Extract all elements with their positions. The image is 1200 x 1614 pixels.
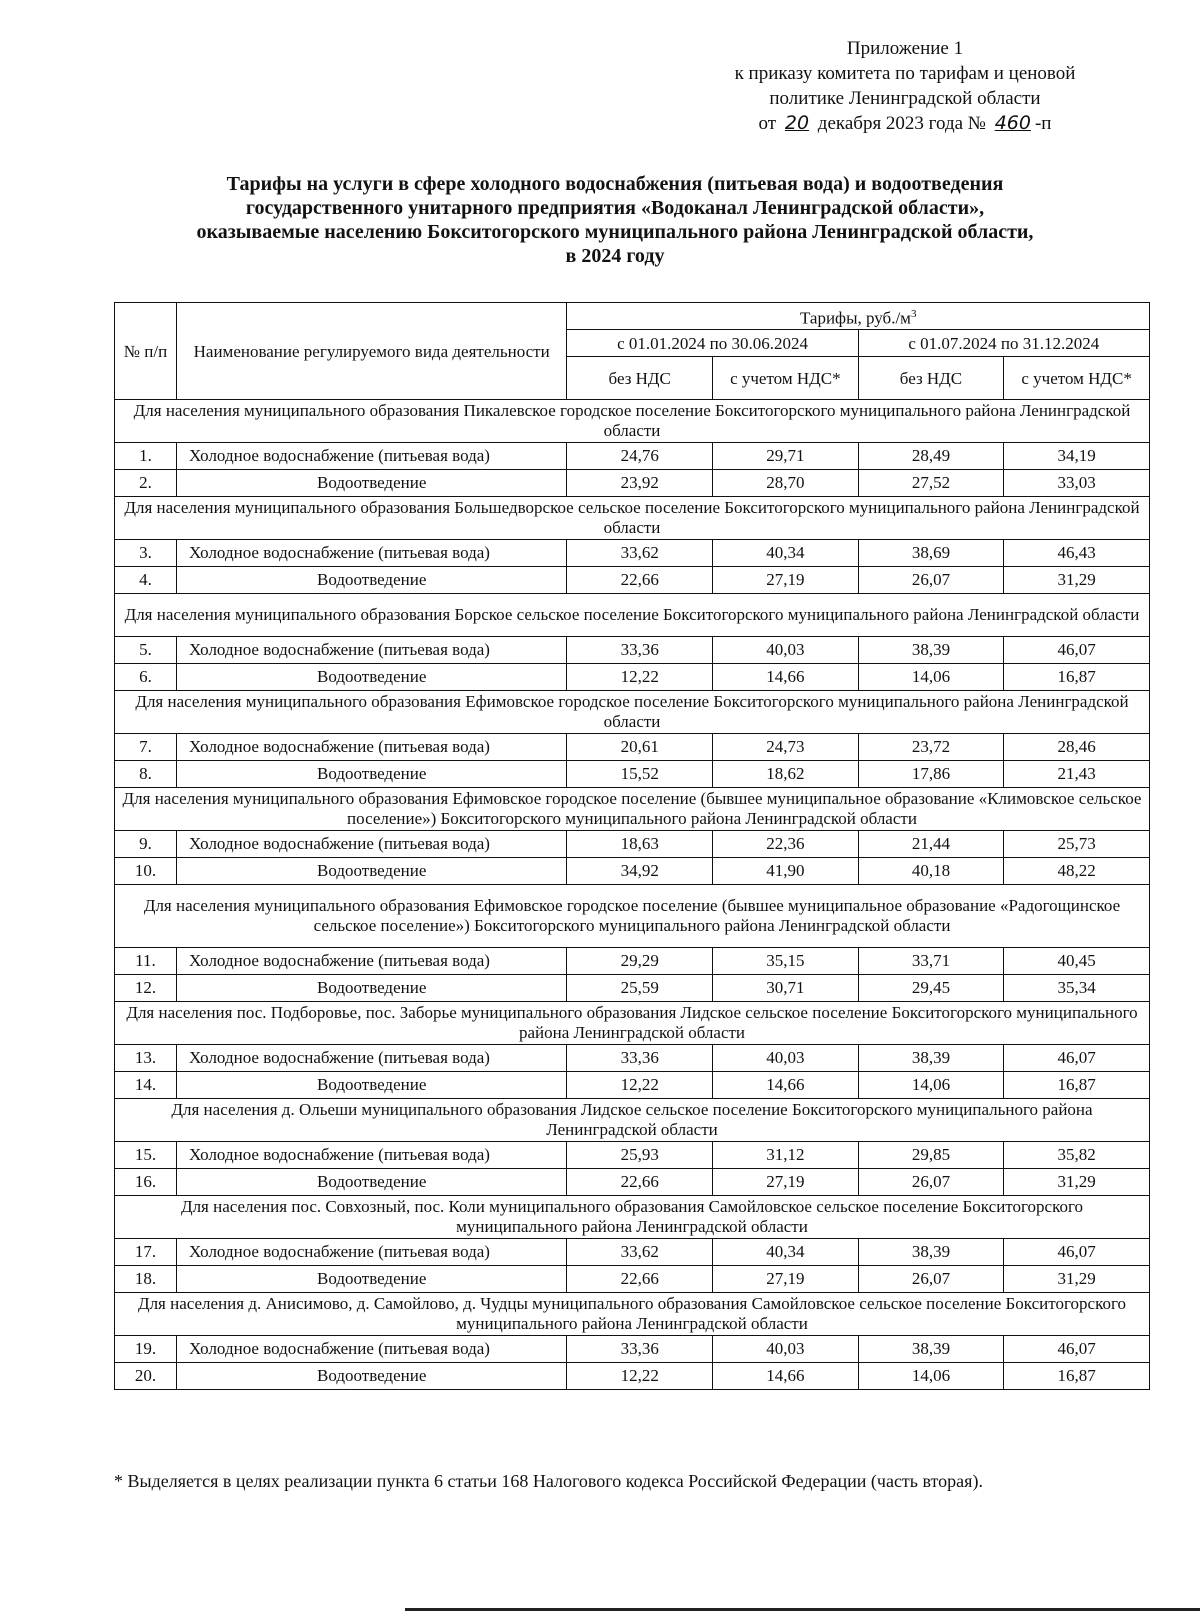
table-row bbox=[115, 831, 1150, 858]
title-line1: Тарифы на услуги в сфере холодного водоснабжения (питьевая вода) и водоотведения bbox=[226, 173, 1004, 195]
value-p2-with-vat: 46,43 bbox=[1004, 540, 1150, 567]
row-activity: Водоотведение bbox=[176, 664, 566, 691]
group-row bbox=[115, 1002, 1150, 1045]
group-row bbox=[115, 497, 1150, 540]
value-p2-no-vat: 28,49 bbox=[858, 443, 1004, 470]
value-p1-no-vat: 23,92 bbox=[567, 470, 713, 497]
value-p2-no-vat: 29,85 bbox=[858, 1142, 1004, 1169]
value-p1-no-vat: 33,62 bbox=[567, 540, 713, 567]
header-tariffs bbox=[567, 303, 1150, 330]
table-row bbox=[115, 470, 1150, 497]
group-title: Для населения муниципального образования Ефимовское городское поселение (бывшее муниципальное образование «Радогощинское сельское поселение») Бокситогорского муниципального района Ленинградской области bbox=[115, 885, 1150, 948]
value-p2-no-vat: 40,18 bbox=[858, 858, 1004, 885]
row-activity: Холодное водоснабжение (питьевая вода) bbox=[176, 540, 566, 567]
row-number: 9. bbox=[115, 831, 177, 858]
value-p2-with-vat: 40,45 bbox=[1004, 948, 1150, 975]
header-p1-with-vat: с учетом НДС* bbox=[713, 357, 859, 400]
row-number: 16. bbox=[115, 1169, 177, 1196]
value-p1-with-vat: 14,66 bbox=[713, 664, 859, 691]
value-p2-no-vat: 38,39 bbox=[858, 1045, 1004, 1072]
value-p2-with-vat: 21,43 bbox=[1004, 761, 1150, 788]
value-p2-with-vat: 16,87 bbox=[1004, 1363, 1150, 1390]
value-p1-no-vat: 24,76 bbox=[567, 443, 713, 470]
page-edge-line bbox=[405, 1608, 1200, 1611]
table-row bbox=[115, 1239, 1150, 1266]
value-p2-with-vat: 31,29 bbox=[1004, 567, 1150, 594]
group-title: Для населения муниципального образования Борское сельское поселение Бокситогорского муниципального района Ленинградской области bbox=[115, 594, 1150, 637]
row-activity: Водоотведение bbox=[176, 1169, 566, 1196]
table-row bbox=[115, 1169, 1150, 1196]
value-p2-with-vat: 16,87 bbox=[1004, 1072, 1150, 1099]
value-p2-no-vat: 29,45 bbox=[858, 975, 1004, 1002]
group-row bbox=[115, 594, 1150, 637]
appendix-date-line bbox=[670, 111, 1140, 136]
row-number: 6. bbox=[115, 664, 177, 691]
header-p1-no-vat: без НДС bbox=[567, 357, 713, 400]
row-number: 8. bbox=[115, 761, 177, 788]
row-activity: Водоотведение bbox=[176, 761, 566, 788]
table-body bbox=[115, 400, 1150, 1390]
number-suffix: -п bbox=[1034, 113, 1052, 134]
group-title: Для населения муниципального образования Ефимовское городское поселение Бокситогорского муниципального района Ленинградской области bbox=[115, 691, 1150, 734]
row-number: 7. bbox=[115, 734, 177, 761]
order-number: 460 bbox=[994, 112, 1031, 134]
appendix-line1: Приложение 1 bbox=[846, 38, 964, 59]
row-number: 3. bbox=[115, 540, 177, 567]
date-prefix: от bbox=[758, 113, 777, 134]
value-p2-no-vat: 14,06 bbox=[858, 1363, 1004, 1390]
appendix-line3: политике Ленинградской области bbox=[769, 88, 1041, 109]
value-p2-with-vat: 25,73 bbox=[1004, 831, 1150, 858]
row-activity: Водоотведение bbox=[176, 1363, 566, 1390]
value-p1-with-vat: 14,66 bbox=[713, 1363, 859, 1390]
row-activity: Водоотведение bbox=[176, 470, 566, 497]
title-line4: в 2024 году bbox=[565, 245, 665, 267]
value-p2-with-vat: 46,07 bbox=[1004, 1045, 1150, 1072]
value-p1-no-vat: 29,29 bbox=[567, 948, 713, 975]
row-activity: Холодное водоснабжение (питьевая вода) bbox=[176, 637, 566, 664]
value-p2-with-vat: 46,07 bbox=[1004, 1336, 1150, 1363]
value-p1-no-vat: 22,66 bbox=[567, 1169, 713, 1196]
value-p1-no-vat: 25,93 bbox=[567, 1142, 713, 1169]
group-title: Для населения д. Анисимово, д. Самойлово, д. Чудцы муниципального образования Самойловское сельское поселение Бокситогорского муниципального района Ленинградской области bbox=[115, 1293, 1150, 1336]
value-p1-no-vat: 12,22 bbox=[567, 1072, 713, 1099]
row-activity: Холодное водоснабжение (питьевая вода) bbox=[176, 831, 566, 858]
value-p2-with-vat: 33,03 bbox=[1004, 470, 1150, 497]
value-p2-no-vat: 14,06 bbox=[858, 664, 1004, 691]
tariffs-unit-sup: 3 bbox=[910, 307, 917, 320]
row-number: 17. bbox=[115, 1239, 177, 1266]
row-activity: Водоотведение bbox=[176, 1266, 566, 1293]
appendix-header bbox=[670, 36, 1140, 136]
value-p1-with-vat: 18,62 bbox=[713, 761, 859, 788]
table-row bbox=[115, 948, 1150, 975]
row-number: 18. bbox=[115, 1266, 177, 1293]
table-row bbox=[115, 1266, 1150, 1293]
value-p2-with-vat: 16,87 bbox=[1004, 664, 1150, 691]
value-p2-no-vat: 33,71 bbox=[858, 948, 1004, 975]
footnote: * Выделяется в целях реализации пункта 6 статьи 168 Налогового кодекса Российской Федерации (часть вторая). bbox=[114, 1471, 983, 1491]
value-p1-no-vat: 20,61 bbox=[567, 734, 713, 761]
group-row bbox=[115, 1196, 1150, 1239]
table-row bbox=[115, 1072, 1150, 1099]
value-p1-with-vat: 40,34 bbox=[713, 1239, 859, 1266]
row-number: 2. bbox=[115, 470, 177, 497]
value-p2-with-vat: 48,22 bbox=[1004, 858, 1150, 885]
row-activity: Водоотведение bbox=[176, 858, 566, 885]
row-number: 4. bbox=[115, 567, 177, 594]
value-p1-with-vat: 27,19 bbox=[713, 1266, 859, 1293]
header-period-2: с 01.07.2024 по 31.12.2024 bbox=[858, 330, 1149, 357]
row-number: 1. bbox=[115, 443, 177, 470]
header-number: № п/п bbox=[115, 303, 177, 400]
group-title: Для населения пос. Подборовье, пос. Заборье муниципального образования Лидское сельское поселение Бокситогорского муниципального района Ленинградской области bbox=[115, 1002, 1150, 1045]
row-number: 11. bbox=[115, 948, 177, 975]
table-row bbox=[115, 761, 1150, 788]
value-p1-with-vat: 40,34 bbox=[713, 540, 859, 567]
row-number: 14. bbox=[115, 1072, 177, 1099]
value-p1-with-vat: 30,71 bbox=[713, 975, 859, 1002]
value-p2-with-vat: 35,82 bbox=[1004, 1142, 1150, 1169]
value-p2-with-vat: 46,07 bbox=[1004, 637, 1150, 664]
row-activity: Водоотведение bbox=[176, 1072, 566, 1099]
date-middle: декабря 2023 года № bbox=[817, 113, 986, 134]
table-row bbox=[115, 1142, 1150, 1169]
group-row bbox=[115, 400, 1150, 443]
row-activity: Холодное водоснабжение (питьевая вода) bbox=[176, 734, 566, 761]
value-p1-no-vat: 25,59 bbox=[567, 975, 713, 1002]
row-activity: Холодное водоснабжение (питьевая вода) bbox=[176, 1142, 566, 1169]
value-p1-no-vat: 22,66 bbox=[567, 567, 713, 594]
value-p1-with-vat: 31,12 bbox=[713, 1142, 859, 1169]
group-row bbox=[115, 691, 1150, 734]
value-p1-with-vat: 40,03 bbox=[713, 1045, 859, 1072]
value-p2-no-vat: 17,86 bbox=[858, 761, 1004, 788]
row-activity: Холодное водоснабжение (питьевая вода) bbox=[176, 1239, 566, 1266]
value-p1-with-vat: 40,03 bbox=[713, 1336, 859, 1363]
header-p2-with-vat: с учетом НДС* bbox=[1004, 357, 1150, 400]
row-activity: Холодное водоснабжение (питьевая вода) bbox=[176, 443, 566, 470]
group-title: Для населения муниципального образования Пикалевское городское поселение Бокситогорского муниципального района Ленинградской области bbox=[115, 400, 1150, 443]
value-p1-with-vat: 27,19 bbox=[713, 1169, 859, 1196]
value-p1-with-vat: 27,19 bbox=[713, 567, 859, 594]
table-row bbox=[115, 1336, 1150, 1363]
value-p1-no-vat: 33,36 bbox=[567, 1045, 713, 1072]
table-row bbox=[115, 664, 1150, 691]
value-p1-no-vat: 33,36 bbox=[567, 637, 713, 664]
value-p1-with-vat: 41,90 bbox=[713, 858, 859, 885]
value-p2-no-vat: 23,72 bbox=[858, 734, 1004, 761]
group-row bbox=[115, 788, 1150, 831]
row-activity: Холодное водоснабжение (питьевая вода) bbox=[176, 1045, 566, 1072]
table-row bbox=[115, 540, 1150, 567]
row-number: 5. bbox=[115, 637, 177, 664]
row-activity: Холодное водоснабжение (питьевая вода) bbox=[176, 948, 566, 975]
row-number: 19. bbox=[115, 1336, 177, 1363]
header-p2-no-vat: без НДС bbox=[858, 357, 1004, 400]
row-number: 10. bbox=[115, 858, 177, 885]
appendix-line2: к приказу комитета по тарифам и ценовой bbox=[734, 63, 1076, 84]
value-p2-no-vat: 38,39 bbox=[858, 637, 1004, 664]
value-p2-with-vat: 46,07 bbox=[1004, 1239, 1150, 1266]
value-p1-no-vat: 15,52 bbox=[567, 761, 713, 788]
row-number: 13. bbox=[115, 1045, 177, 1072]
value-p1-with-vat: 24,73 bbox=[713, 734, 859, 761]
value-p2-with-vat: 34,19 bbox=[1004, 443, 1150, 470]
table-row bbox=[115, 443, 1150, 470]
value-p1-with-vat: 14,66 bbox=[713, 1072, 859, 1099]
value-p2-no-vat: 21,44 bbox=[858, 831, 1004, 858]
value-p1-no-vat: 34,92 bbox=[567, 858, 713, 885]
value-p2-with-vat: 28,46 bbox=[1004, 734, 1150, 761]
table-row bbox=[115, 567, 1150, 594]
group-title: Для населения пос. Совхозный, пос. Коли муниципального образования Самойловское сельское поселение Бокситогорского муниципального района Ленинградской области bbox=[115, 1196, 1150, 1239]
value-p1-no-vat: 12,22 bbox=[567, 1363, 713, 1390]
table-row bbox=[115, 975, 1150, 1002]
value-p1-with-vat: 29,71 bbox=[713, 443, 859, 470]
row-activity: Холодное водоснабжение (питьевая вода) bbox=[176, 1336, 566, 1363]
header-period-1: с 01.01.2024 по 30.06.2024 bbox=[567, 330, 858, 357]
group-row bbox=[115, 885, 1150, 948]
row-number: 20. bbox=[115, 1363, 177, 1390]
table-row bbox=[115, 1045, 1150, 1072]
value-p2-with-vat: 35,34 bbox=[1004, 975, 1150, 1002]
header-activity: Наименование регулируемого вида деятельности bbox=[176, 303, 566, 400]
table-row bbox=[115, 858, 1150, 885]
value-p1-no-vat: 33,62 bbox=[567, 1239, 713, 1266]
row-number: 15. bbox=[115, 1142, 177, 1169]
group-row bbox=[115, 1099, 1150, 1142]
tariffs-table bbox=[114, 302, 1150, 1390]
value-p2-no-vat: 38,39 bbox=[858, 1336, 1004, 1363]
value-p1-with-vat: 40,03 bbox=[713, 637, 859, 664]
group-title: Для населения муниципального образования Ефимовское городское поселение (бывшее муниципальное образование «Климовское сельское поселение») Бокситогорского муниципального района Ленинградской области bbox=[115, 788, 1150, 831]
value-p2-no-vat: 14,06 bbox=[858, 1072, 1004, 1099]
order-day: 20 bbox=[784, 112, 810, 134]
value-p1-no-vat: 12,22 bbox=[567, 664, 713, 691]
document-title bbox=[100, 172, 1130, 268]
value-p1-no-vat: 33,36 bbox=[567, 1336, 713, 1363]
row-activity: Водоотведение bbox=[176, 975, 566, 1002]
table-row bbox=[115, 734, 1150, 761]
group-row bbox=[115, 1293, 1150, 1336]
row-activity: Водоотведение bbox=[176, 567, 566, 594]
value-p2-no-vat: 38,39 bbox=[858, 1239, 1004, 1266]
tariffs-label: Тарифы, руб./м bbox=[799, 308, 911, 328]
table-row bbox=[115, 637, 1150, 664]
value-p1-with-vat: 35,15 bbox=[713, 948, 859, 975]
value-p1-with-vat: 28,70 bbox=[713, 470, 859, 497]
value-p2-no-vat: 26,07 bbox=[858, 1266, 1004, 1293]
value-p2-no-vat: 26,07 bbox=[858, 567, 1004, 594]
title-line2: государственного унитарного предприятия «Водоканал Ленинградской области», bbox=[245, 197, 985, 219]
row-number: 12. bbox=[115, 975, 177, 1002]
value-p1-no-vat: 18,63 bbox=[567, 831, 713, 858]
value-p2-with-vat: 31,29 bbox=[1004, 1169, 1150, 1196]
value-p1-no-vat: 22,66 bbox=[567, 1266, 713, 1293]
value-p2-no-vat: 27,52 bbox=[858, 470, 1004, 497]
value-p2-with-vat: 31,29 bbox=[1004, 1266, 1150, 1293]
value-p2-no-vat: 26,07 bbox=[858, 1169, 1004, 1196]
group-title: Для населения муниципального образования Большедворское сельское поселение Бокситогорского муниципального района Ленинградской области bbox=[115, 497, 1150, 540]
value-p1-with-vat: 22,36 bbox=[713, 831, 859, 858]
value-p2-no-vat: 38,69 bbox=[858, 540, 1004, 567]
group-title: Для населения д. Ольеши муниципального образования Лидское сельское поселение Бокситогорского муниципального района Ленинградской области bbox=[115, 1099, 1150, 1142]
table-row bbox=[115, 1363, 1150, 1390]
title-line3: оказываемые населению Бокситогорского муниципального района Ленинградской области, bbox=[196, 221, 1034, 243]
